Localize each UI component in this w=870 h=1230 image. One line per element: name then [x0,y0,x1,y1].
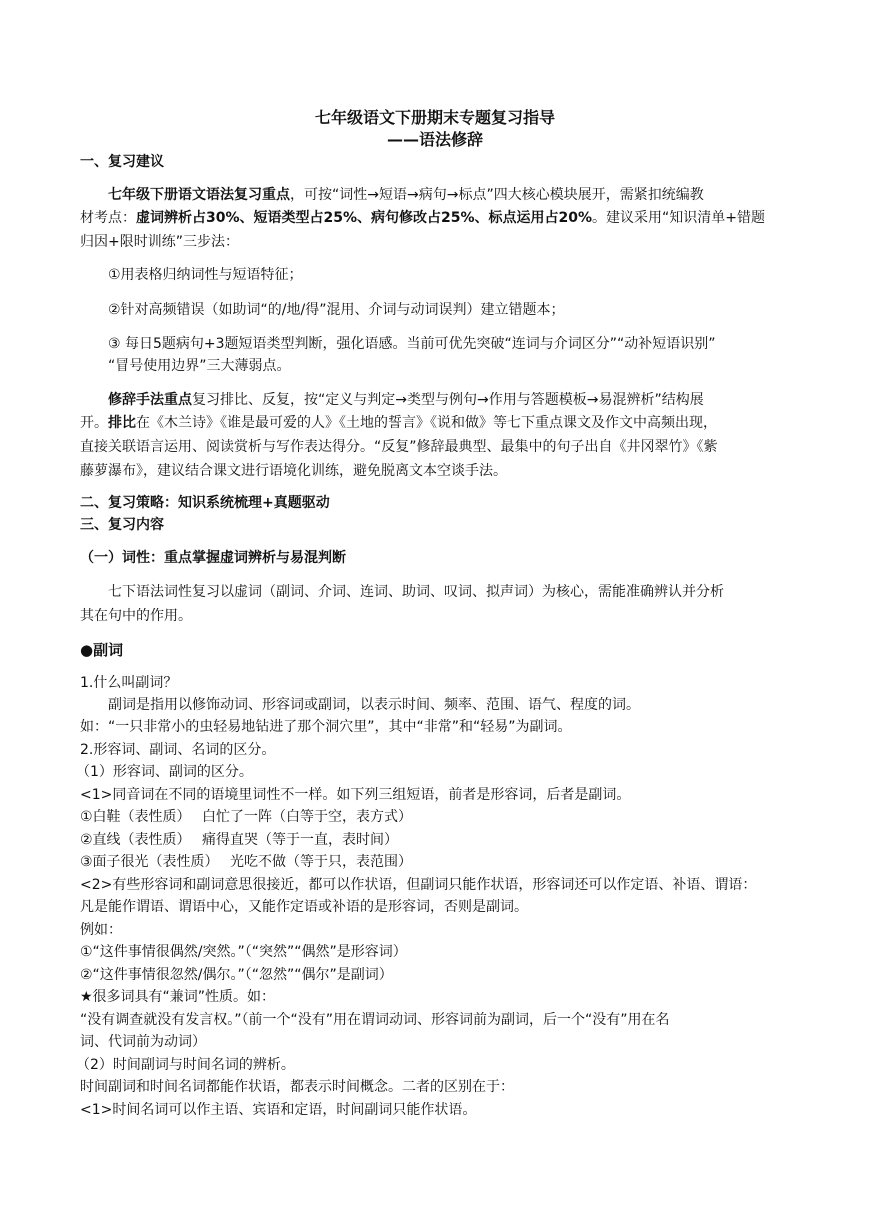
doc-subtitle: ——语法修辞 [386,130,483,149]
question-2: 2.形容词、副词、名词的区分。 [80,742,276,758]
question-1-example: 如：“一只非常小的虫轻易地钻进了那个洞穴里”，其中“非常”和“轻易”为副词。 [80,719,572,735]
step-3-line-2: “冒号使用边界”三大薄弱点。 [108,358,291,374]
para-1-line-2 [80,208,796,228]
para-3-line-2: 其在句中的作用。 [80,608,192,624]
question-1: 1.什么叫副词？ [80,675,178,691]
example-3: ③面子很光（表性质） 光吃不做（等于只，表范围） [80,854,412,870]
para-2-lead: 修辞手法重点 [108,392,192,408]
para-2-line-1 [80,390,796,410]
example-1: ①白鞋（表性质） 白忙了一阵（白等于空，表方式） [80,809,412,825]
para-1-line-3: 归因+限时训练”三步法： [80,234,239,250]
section-2-heading: 二、复习策略：知识系统梳理+真题驱动 [80,495,330,511]
example-label: 例如： [80,922,122,938]
star-note: ★很多词具有“兼词”性质。如： [80,989,276,1005]
doc-title: 七年级语文下册期末专题复习指导 [314,108,555,127]
example-sentence-2: ②“这件事情很忽然/偶尔。”（“忽然”“偶尔”是副词） [80,967,393,983]
para-3-line-1: 七下语法词性复习以虚词（副词、介词、连词、助词、叹词、拟声词）为核心，需能准确辨认并分析 [108,584,724,600]
time-word-point-1: <1>时间名词可以作主语、宾语和定语，时间副词只能作状语。 [80,1102,477,1118]
para-2-text-a: 复习排比、反复，按“定义与判定→类型与例句→作用与答题模板→易混辨析”结构展 [192,392,704,408]
para-1-text-b: 材考点： [80,210,136,226]
point-1: <1>同音词在不同的语境里词性不一样。如下列三组短语，前者是形容词，后者是副词。 [80,787,631,803]
section-1-heading: 一、复习建议 [80,154,164,170]
para-2-line-3: 直接关联语言运用、阅读赏析与写作表达得分。“反复”修辞最典型、最集中的句子出自《井冈翠竹》《紫 [80,439,718,455]
para-1-lead: 七年级下册语文语法复习重点 [108,187,290,203]
bullet-heading-adverb: ●副词 [80,641,124,659]
subsection-1-heading: （一）词性：重点掌握虚词辨析与易混判断 [80,550,346,566]
para-2-bold: 排比 [108,415,136,431]
question-2-part-1: （1）形容词、副词的区分。 [76,764,253,780]
point-2-line-1: <2>有些形容词和副词意思很接近，都可以作状语，但副词只能作状语，形容词还可以作定语、补语、谓语： [80,877,757,893]
section-3-heading: 三、复习内容 [80,517,164,533]
para-1-line-1 [80,185,796,205]
star-note-line-1: “没有调查就没有发言权。”（前一个“没有”用在谓词动词、形容词前为副词，后一个“没有”用在名 [80,1012,670,1028]
time-word-intro: 时间副词和时间名词都能作状语，都表示时间概念。二者的区别在于： [80,1079,514,1095]
question-1-definition: 副词是指用以修饰动词、形容词或副词，以表示时间、频率、范围、语气、程度的词。 [108,697,640,713]
example-2: ②直线（表性质） 痛得直哭（等于一直，表时间） [80,832,398,848]
para-2-line-2 [80,413,796,433]
example-sentence-1: ①“这件事情很偶然/突然。”（“突然”“偶然”是形容词） [80,944,407,960]
point-2-line-2: 凡是能作谓语、谓语中心，又能作定语或补语的是形容词，否则是副词。 [80,899,528,915]
para-2-text-b2: 在《木兰诗》《谁是最可爱的人》《土地的誓言》《说和做》等七下重点课文及作文中高频出现， [136,415,717,431]
para-1-text-c: 。建议采用“知识清单+错题 [592,210,766,226]
para-1-text-a: ，可按“词性→短语→病句→标点”四大核心模块展开，需紧扣统编教 [290,187,704,203]
para-1-bold-stats: 虚词辨析占30%、短语类型占25%、病句修改占25%、标点运用占20% [136,210,593,226]
step-1: ①用表格归纳词性与短语特征； [108,267,303,283]
step-2: ②针对高频错误（如助词“的/地/得”混用、介词与动词误判）建立错题本； [108,302,565,318]
para-2-line-4: 藤萝瀑布》，建议结合课文进行语境化训练，避免脱离文本空谈手法。 [80,463,507,479]
question-2-part-2: （2）时间副词与时间名词的辨析。 [76,1057,295,1073]
star-note-line-2: 词、代词前为动词） [80,1034,206,1050]
step-3-line-1: ③ 每日5题病句+3题短语类型判断，强化语感。当前可优先突破“连词与介词区分”“动补短语识别” [108,336,716,352]
para-2-text-b1: 开。 [80,415,108,431]
